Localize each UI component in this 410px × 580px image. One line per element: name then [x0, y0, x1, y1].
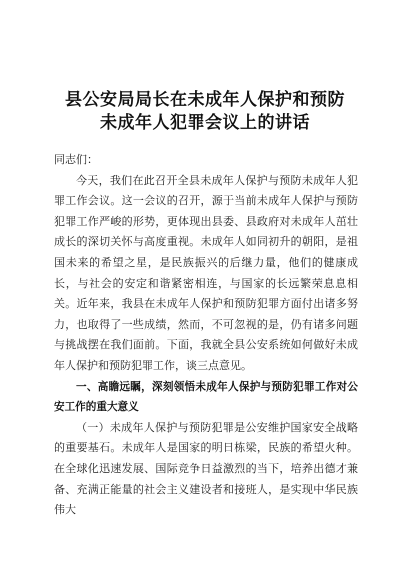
document-title-line-1: 县公安局局长在未成年人保护和预防 [65, 90, 345, 110]
section-heading-1: 一、高瞻远瞩，深刻领悟未成年人保护与预防犯罪工作对公安工作的重大意义 [54, 380, 358, 414]
document-title-line-2: 未成年人犯罪会议上的讲话 [100, 113, 310, 133]
salutation: 同志们： [54, 153, 98, 166]
paragraph-opening: 今天，我们在此召开全县未成年人保护与预防未成年人犯罪工作会议。这一会议的召开，源于当前未成年人保护与预防犯罪工作严峻的形势，更体现出县委、县政府对未成年人茁壮成长的深切关怀与高度重视。未成年人如同初升的朝阳，是祖国未来的希望之星，是民族振兴的后继力量，他们的健康成长，与社会的安定和谐紧密相连，与国家的长远繁荣息息相关。近年来，我县在未成年人保护和预防犯罪方面付出诸多努力，也取得了一些成绩，然而，不可忽视的是，仍有诸多问题与挑战摆在我们面前。下面，我就全县公安系统如何做好未成年人保护和预防犯罪工作，谈三点意见。 [54, 173, 358, 372]
paragraph-section-1-1: （一）未成年人保护与预防犯罪是公安维护国家安全战略的重要基石。未成年人是国家的明日栋梁，民族的希望火种。在全球化迅速发展、国际竞争日益激烈的当下，培养出德才兼备、充满正能量的社会主义建设者和接班人，是实现中华民族伟大 [54, 420, 358, 517]
document-body [54, 150, 358, 521]
